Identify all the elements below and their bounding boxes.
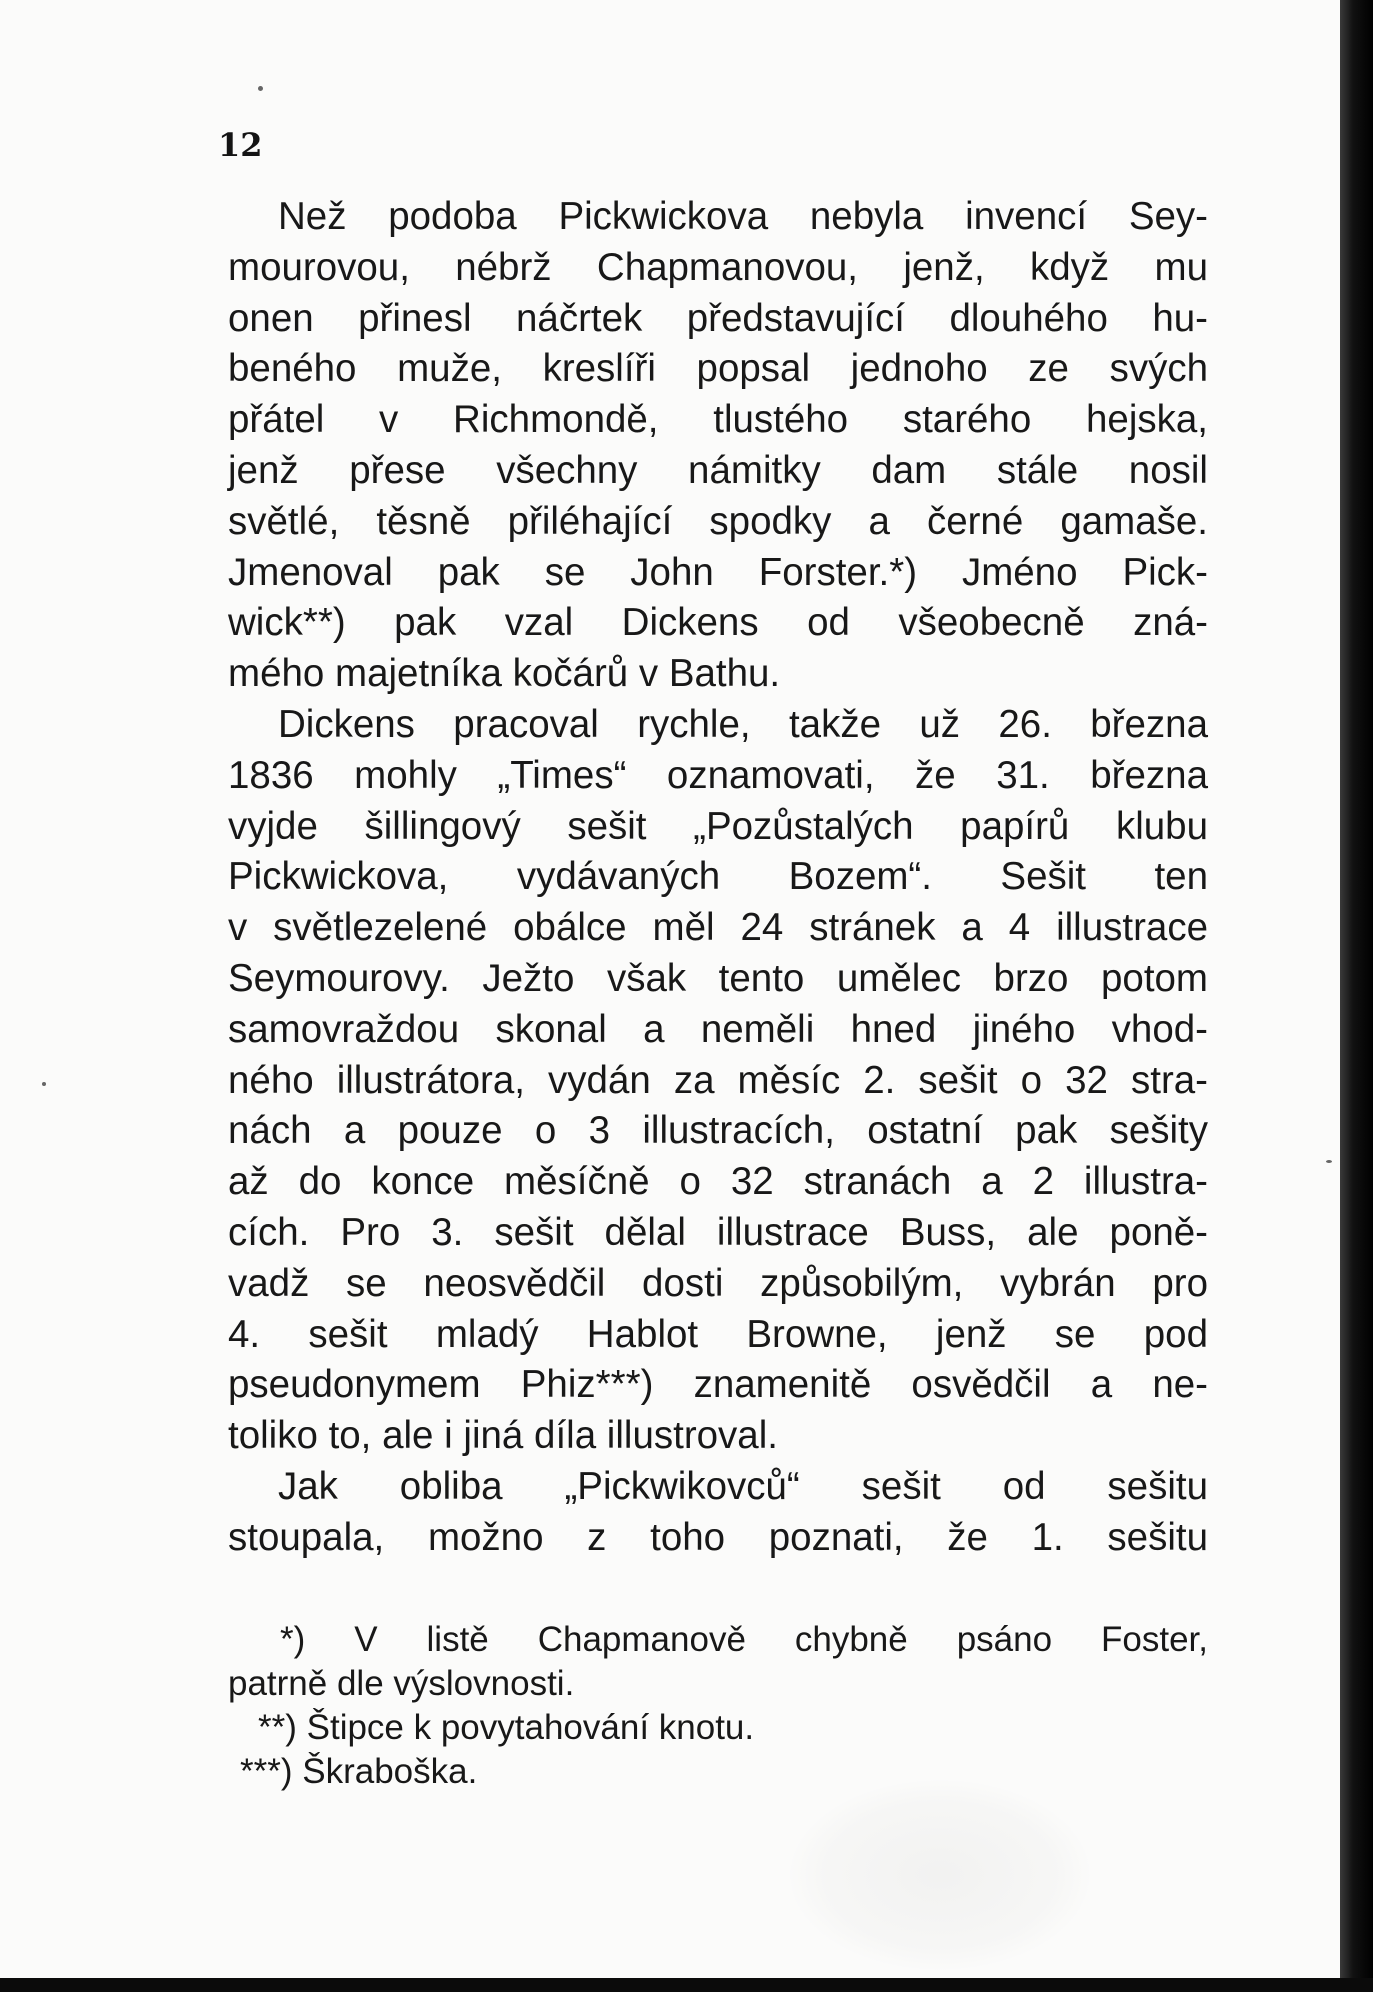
text-line: Jmenoval pak se John Forster.*) Jméno Pick- — [228, 550, 1208, 594]
body-text — [228, 192, 1208, 1564]
footnote-3: ***) Škraboška. — [240, 1752, 478, 1791]
footnote-1-continued: patrně dle výslovnosti. — [228, 1664, 575, 1703]
text-line: pseudonymem Phiz***) znamenitě osvědčil a ne- — [228, 1363, 1208, 1407]
text-line: cích. Pro 3. sešit dělal illustrace Buss, ale poně- — [228, 1210, 1208, 1254]
text-line: vyjde šillingový sešit „Pozůstalých papírů klubu — [228, 804, 1208, 848]
text-line: 1836 mohly „Times“ oznamovati, že 31. března — [228, 753, 1208, 797]
text-line: onen přinesl náčrtek představující dlouhého hu- — [228, 296, 1208, 340]
text-line: Jak obliba „Pickwikovců“ sešit od sešitu — [278, 1464, 1208, 1508]
text-line: přátel v Richmondě, tlustého starého hejska, — [228, 398, 1208, 442]
text-line: Seymourovy. Ježto však tento umělec brzo potom — [228, 956, 1208, 1000]
text-line: Než podoba Pickwickova nebyla invencí Sey- — [278, 195, 1208, 238]
text-line: mého majetníka kočárů v Bathu. — [228, 652, 781, 696]
text-line: nách a pouze o 3 illustracích, ostatní pak sešity — [228, 1109, 1208, 1153]
text-line: beného muže, kreslíři popsal jednoho ze svých — [228, 347, 1208, 391]
paper-speck — [42, 1082, 46, 1086]
text-line: Pickwickova, vydávaných Bozem“. Sešit ten — [228, 855, 1208, 899]
text-line: v světlezelené obálce měl 24 stránek a 4 illustrace — [228, 906, 1208, 950]
text-line: stoupala, možno z toho poznati, že 1. sešitu — [228, 1515, 1208, 1559]
paper-speck — [1326, 1160, 1332, 1163]
text-line: samovraždou skonal a neměli hned jiného vhod- — [228, 1007, 1208, 1051]
footnote-2: **) Štipce k povytahování knotu. — [258, 1708, 755, 1747]
page-bottom-edge — [0, 1978, 1373, 1992]
page-edge-shadow — [1340, 0, 1373, 1992]
text-line: až do konce měsíčně o 32 stranách a 2 illustra- — [228, 1160, 1208, 1204]
text-line: Dickens pracoval rychle, takže už 26. března — [278, 702, 1208, 746]
text-line: světlé, těsně přiléhající spodky a černé gamaše. — [228, 499, 1208, 543]
page-number: 12 — [218, 126, 263, 164]
footnotes — [228, 1618, 1208, 1794]
text-line: wick**) pak vzal Dickens od všeobecně zná- — [228, 601, 1208, 645]
footnote-1: *) V listě Chapmanově chybně psáno Foster, — [280, 1620, 1208, 1659]
faded-library-stamp — [790, 1780, 1090, 1970]
text-line: vadž se neosvědčil dosti způsobilým, vybrán pro — [228, 1261, 1208, 1305]
text-line: ného illustrátora, vydán za měsíc 2. sešit o 32 stra- — [228, 1058, 1208, 1102]
text-line: jenž přese všechny námitky dam stále nosil — [228, 448, 1208, 492]
text-line: 4. sešit mladý Hablot Browne, jenž se pod — [228, 1312, 1208, 1356]
text-line: toliko to, ale i jiná díla illustroval. — [228, 1414, 778, 1458]
paper-speck — [258, 86, 263, 91]
text-line: mourovou, nébrž Chapmanovou, jenž, když mu — [228, 245, 1208, 289]
